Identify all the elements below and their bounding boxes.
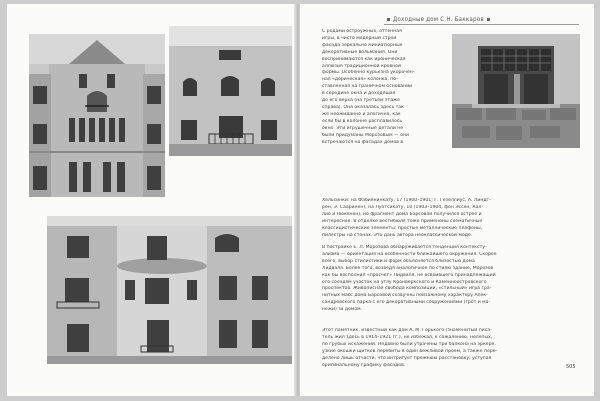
text-line: в середине окна и доходящая — [322, 91, 396, 97]
text-line: ставленная на граничном основании — [322, 84, 413, 90]
text-line: декоративные вольмания. Они — [322, 49, 398, 55]
text-line: оригинальному графику фасадов. — [322, 362, 406, 368]
text-line: окно. Эти игрушечные детали не — [322, 125, 404, 131]
body-text-paragraph-1-end — [322, 198, 580, 239]
text-line: как бы восполнил «просчет» Лидваля, не освоившего принадлежащий — [322, 272, 496, 278]
text-line: пилястры на стенах. Это дань автора неоклассической моде. — [322, 232, 473, 238]
running-head: Доходные дом С.Н. Баккаров — [384, 16, 570, 23]
text-line: встречаются на фасадах домов в — [322, 139, 404, 145]
text-line: ализма — ориентация на особенности ближайшего окружения. Скорее — [322, 251, 497, 257]
text-line: нитных масс дома Барсовой созвучны пейзажному характеру Алек- — [322, 293, 488, 299]
facade-photo-bottom-left — [47, 216, 292, 364]
text-line: всего, выбор стилистики и форм объясняется близостью дома — [322, 258, 475, 264]
page-number: 505 — [566, 364, 576, 370]
text-line: Этот памятник, известный как дом А. М. Горького (знаменитый писа- — [322, 328, 492, 333]
text-line: рен, Э. Сааринен), на Луотсикату, 10 (1903–1904, фон Эссен, Кал- — [322, 204, 484, 210]
running-head-rule — [384, 24, 579, 25]
text-line: были придуманы Морозовым — они — [322, 132, 409, 138]
text-line: его соседям участок на углу Кронверкского и Каменноостровского — [322, 279, 487, 285]
text-line: тель жил здесь в 1914–1921 гг.), не избежал, к сожалению, нелепых, — [322, 334, 493, 340]
body-text-paragraph-2 — [322, 245, 580, 314]
text-line: аллюзия традиционной кровной — [322, 63, 401, 69]
text-line: проспектов. Живописная свобода композиции, «стильный» игра гра- — [322, 286, 492, 292]
text-line: С родами остроужных, оттенная — [322, 29, 402, 34]
text-line: справа). Она оказалась здесь так — [322, 104, 404, 110]
text-line: делено лишь отчасти, что интригует прежнюю расстановку, уступая — [322, 355, 492, 361]
left-page — [7, 4, 296, 396]
text-line: ная «дорическая» колонка, по- — [322, 77, 398, 83]
text-line: формы. Особенно курьезна укорочен- — [322, 70, 415, 76]
text-line: сандровского парка с его декоративными сооружениями (грот и ма- — [322, 300, 491, 306]
facade-photo-top-left — [29, 34, 165, 197]
facade-photo-top-right — [169, 26, 292, 156]
text-line: воспринимаются как ироническая — [322, 56, 406, 62]
text-line: до его верха (на третьем этаже — [322, 98, 401, 104]
text-line: по грубых искажений. Недавно были утрачены три балкона на эркере, — [322, 341, 496, 347]
text-line: Хельсинки: на Фабиянинкату, 17 (1900–1901; Г. Гезеллиус, А. Линдг- — [322, 198, 491, 203]
text-line: игры, в чисто модерный строи — [322, 35, 397, 41]
text-line: нежи) за домом. — [322, 307, 363, 313]
text-line: лио и Нюкянен), но фрагмент дома Барсовой получился острее и — [322, 211, 482, 217]
text-line: фасада зеркально миниатюрные — [322, 42, 403, 48]
body-text-paragraph-3 — [322, 328, 580, 369]
right-page — [300, 4, 594, 396]
text-line: классицистические элементы: простые металлические плафоны, — [322, 225, 483, 231]
window-detail-photo — [452, 34, 580, 148]
text-line: интереснее. В отделке вестибюля тоже применены схематичные — [322, 218, 483, 224]
column-text — [322, 29, 447, 146]
text-line: узкие окошки щитков перебиты в один вежливой проем, а также пере- — [322, 348, 498, 354]
text-line: Лидваля. Более того, возведя аналогичное по стилю здание, Морозов — [322, 265, 494, 271]
text-line: же неожиданно и алогично, как — [322, 111, 401, 117]
text-line: если бы в колонне расплавилось — [322, 118, 403, 124]
text-line: В постройке Е. Л. Морозова обнаруживается тенденция контексту- — [322, 245, 487, 250]
